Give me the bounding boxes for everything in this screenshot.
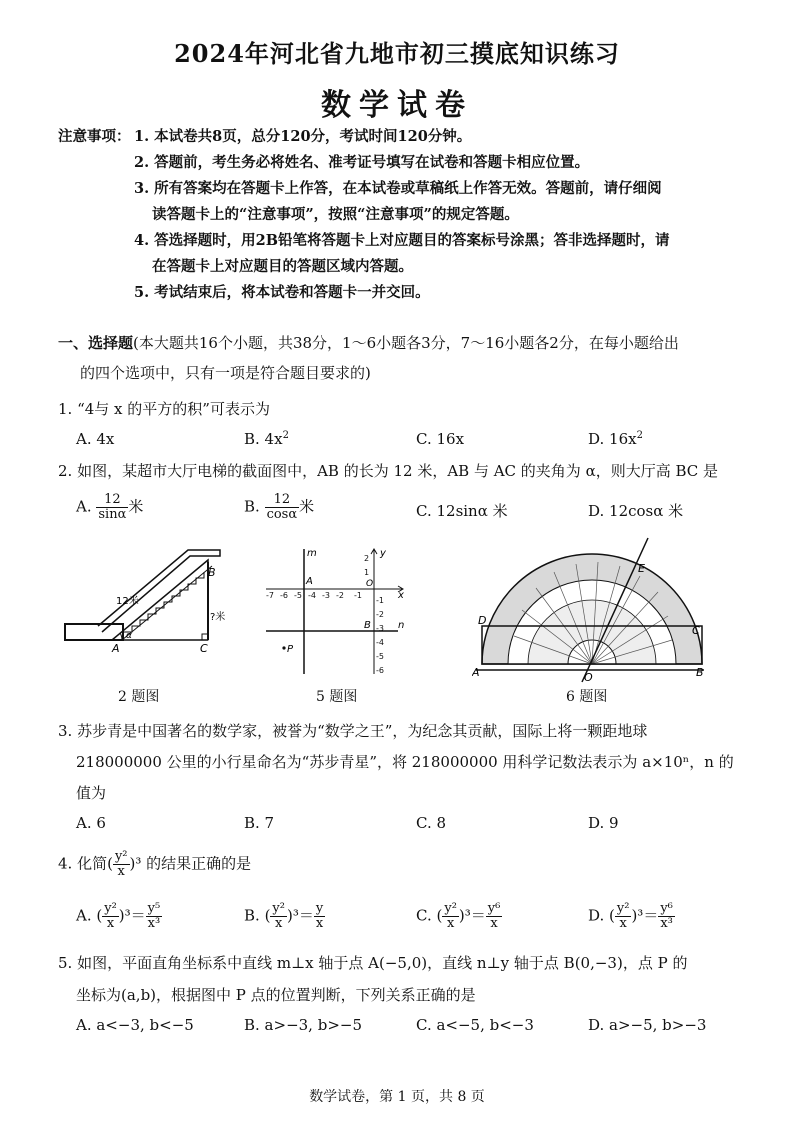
svg-text:-1: -1 — [376, 596, 384, 605]
label-d6: D — [478, 614, 487, 627]
point-c: C — [200, 642, 208, 655]
escalator-rail — [98, 550, 220, 632]
q1-option-c: C. 16x — [416, 430, 465, 448]
label-e6: E — [638, 562, 645, 575]
section-desc-2: 的四个选项中，只有一项是符合题目要求的) — [80, 364, 371, 382]
label-length: 12米 — [116, 596, 139, 607]
svg-text:-3: -3 — [322, 591, 330, 600]
q2-option-d: D. 12cosα 米 — [588, 502, 684, 520]
q5-option-a: A. a<−3, b<−5 — [76, 1016, 194, 1034]
svg-text:1: 1 — [364, 568, 370, 577]
section-title: 一、选择题 — [58, 334, 134, 352]
q3-line1: 3. 苏步青是中国著名的数学家，被誉为“数学之王”，为纪念其贡献，国际上将一颗距地球 — [58, 722, 648, 740]
svg-text:-2: -2 — [336, 591, 344, 600]
q5-option-c: C. a<−5, b<−3 — [416, 1016, 534, 1034]
q3-line3: 值为 — [76, 784, 107, 802]
svg-text:-6: -6 — [376, 666, 384, 675]
q3-option-c: C. 8 — [416, 814, 447, 832]
q1-stem: 1. “4与 x 的平方的积”可表示为 — [58, 400, 270, 418]
section-desc: (本大题共16个小题，共38分，1～6小题各3分，7～16小题各2分，在每小题给出 — [133, 334, 679, 352]
label-m: m — [307, 548, 317, 559]
label-y: y — [380, 548, 386, 559]
notice-item-2: 2. 答题前，考生务必将姓名、准考证号填写在试卷和答题卡相应位置。 — [134, 154, 590, 171]
fig2-caption: 2 题图 — [118, 689, 160, 705]
fig5-caption: 5 题图 — [316, 689, 358, 705]
figure-5-coordinates — [258, 544, 418, 679]
q5-line1: 5. 如图，平面直角坐标系中直线 m⊥x 轴于点 A(−5,0)，直线 n⊥y 轴于点 B(0,−3)，点 P 的 — [58, 954, 688, 972]
q2-option-a: A. $\frac{12}{\sin\alpha}$ 米 — [76, 492, 144, 522]
point-b: B — [208, 566, 216, 579]
label-n: n — [398, 620, 405, 631]
fig6-caption: 6 题图 — [566, 689, 608, 705]
label-b6: B — [696, 666, 704, 679]
section-heading — [58, 332, 679, 354]
q2-stem: 2. 如图，某超市大厅电梯的截面图中，AB 的长为 12 米，AB 与 AC 的夹角为 α，则大厅高 BC 是 — [58, 462, 719, 480]
svg-text:-2: -2 — [376, 610, 384, 619]
exam-title: 2024年河北省九地市初三摸底知识练习 — [174, 39, 620, 68]
label-b: B — [364, 620, 371, 631]
figure-2-escalator — [62, 540, 242, 680]
q2-option-b: B. $\frac{12}{\cos\alpha}$ 米 — [244, 492, 315, 522]
label-a: A — [306, 576, 313, 587]
svg-text:-6: -6 — [280, 591, 288, 600]
notice-item-3-cont: 读答题卡上的“注意事项”，按照“注意事项”的规定答题。 — [152, 206, 519, 223]
q4-option-d: D. ( $\frac{\text{y²}}{x}$ )³＝ $\frac{\text{y⁶}}{\text{x³}}$ — [588, 901, 673, 931]
label-p: P — [287, 644, 294, 655]
q4-option-b: B. ( $\frac{\text{y²}}{x}$ )³＝ $\frac{y}{x}$ — [244, 901, 324, 931]
q5-line2: 坐标为(a,b)，根据图中 P 点的位置判断，下列关系正确的是 — [76, 986, 476, 1004]
svg-text:-3: -3 — [376, 624, 384, 633]
q4-option-a: A. ( $\frac{\text{y²}}{x}$ )³＝ $\frac{\text{y⁵}}{\text{x³}}$ — [76, 901, 161, 931]
svg-text:-1: -1 — [354, 591, 362, 600]
label-a6: A — [472, 666, 480, 679]
notice-item-4: 4. 答选择题时，用2B铅笔将答题卡上对应题目的答案标号涂黑；答非选择题时，请 — [134, 232, 670, 249]
notice-item-5: 5. 考试结束后，将本试卷和答题卡一并交回。 — [134, 284, 430, 301]
q3-line2: 218000000 公里的小行星命名为“苏步青星”，将 218000000 用科学记数法表示为 a×10ⁿ，n 的 — [76, 753, 734, 771]
q5-option-b: B. a>−3, b>−5 — [244, 1016, 363, 1034]
notice-item-3: 3. 所有答案均在答题卡上作答，在本试卷或草稿纸上作答无效。答题前，请仔细阅 — [134, 180, 662, 197]
label-o6: O — [584, 671, 593, 684]
svg-text:-4: -4 — [376, 638, 384, 647]
svg-text:2: 2 — [364, 554, 370, 563]
q3-option-a: A. 6 — [76, 814, 106, 832]
exam-subtitle: 数学试卷 — [321, 88, 473, 123]
figure-6-protractor — [472, 536, 712, 684]
notice-label: 注意事项： — [58, 128, 131, 145]
q1-option-a: A. 4x — [76, 430, 115, 448]
q2-option-c: C. 12sinα 米 — [416, 502, 508, 520]
q4-stem: 4. 化简( $\frac{\text{y²}}{x}$ )³ 的结果正确的是 — [58, 849, 252, 879]
svg-text:-5: -5 — [376, 652, 384, 661]
q1-option-d: D. $16x^2$ — [588, 430, 643, 448]
label-c6: C — [692, 624, 700, 637]
svg-text:-5: -5 — [294, 591, 302, 600]
q1-option-b: B. $4x^2$ — [244, 430, 289, 448]
q3-option-b: B. 7 — [244, 814, 275, 832]
q3-option-d: D. 9 — [588, 814, 619, 832]
label-height: ?米 — [210, 612, 226, 623]
page-footer: 数学试卷，第 1 页，共 8 页 — [309, 1089, 485, 1105]
q5-option-d: D. a>−5, b>−3 — [588, 1016, 707, 1034]
svg-text:-4: -4 — [308, 591, 316, 600]
q4-option-c: C. ( $\frac{\text{y²}}{x}$ )³＝ $\frac{\text{y⁶}}{x}$ — [416, 901, 501, 931]
point-p — [282, 646, 285, 649]
label-o: O — [366, 579, 374, 589]
svg-text:-7: -7 — [266, 591, 274, 600]
point-a: A — [112, 642, 120, 655]
label-x: x — [398, 590, 404, 601]
angle-alpha: α — [126, 631, 132, 641]
notice-item-4-cont: 在答题卡上对应题目的答题区域内答题。 — [152, 258, 413, 275]
notice-item-1: 1. 本试卷共8页，总分120分，考试时间120分钟。 — [134, 128, 472, 145]
